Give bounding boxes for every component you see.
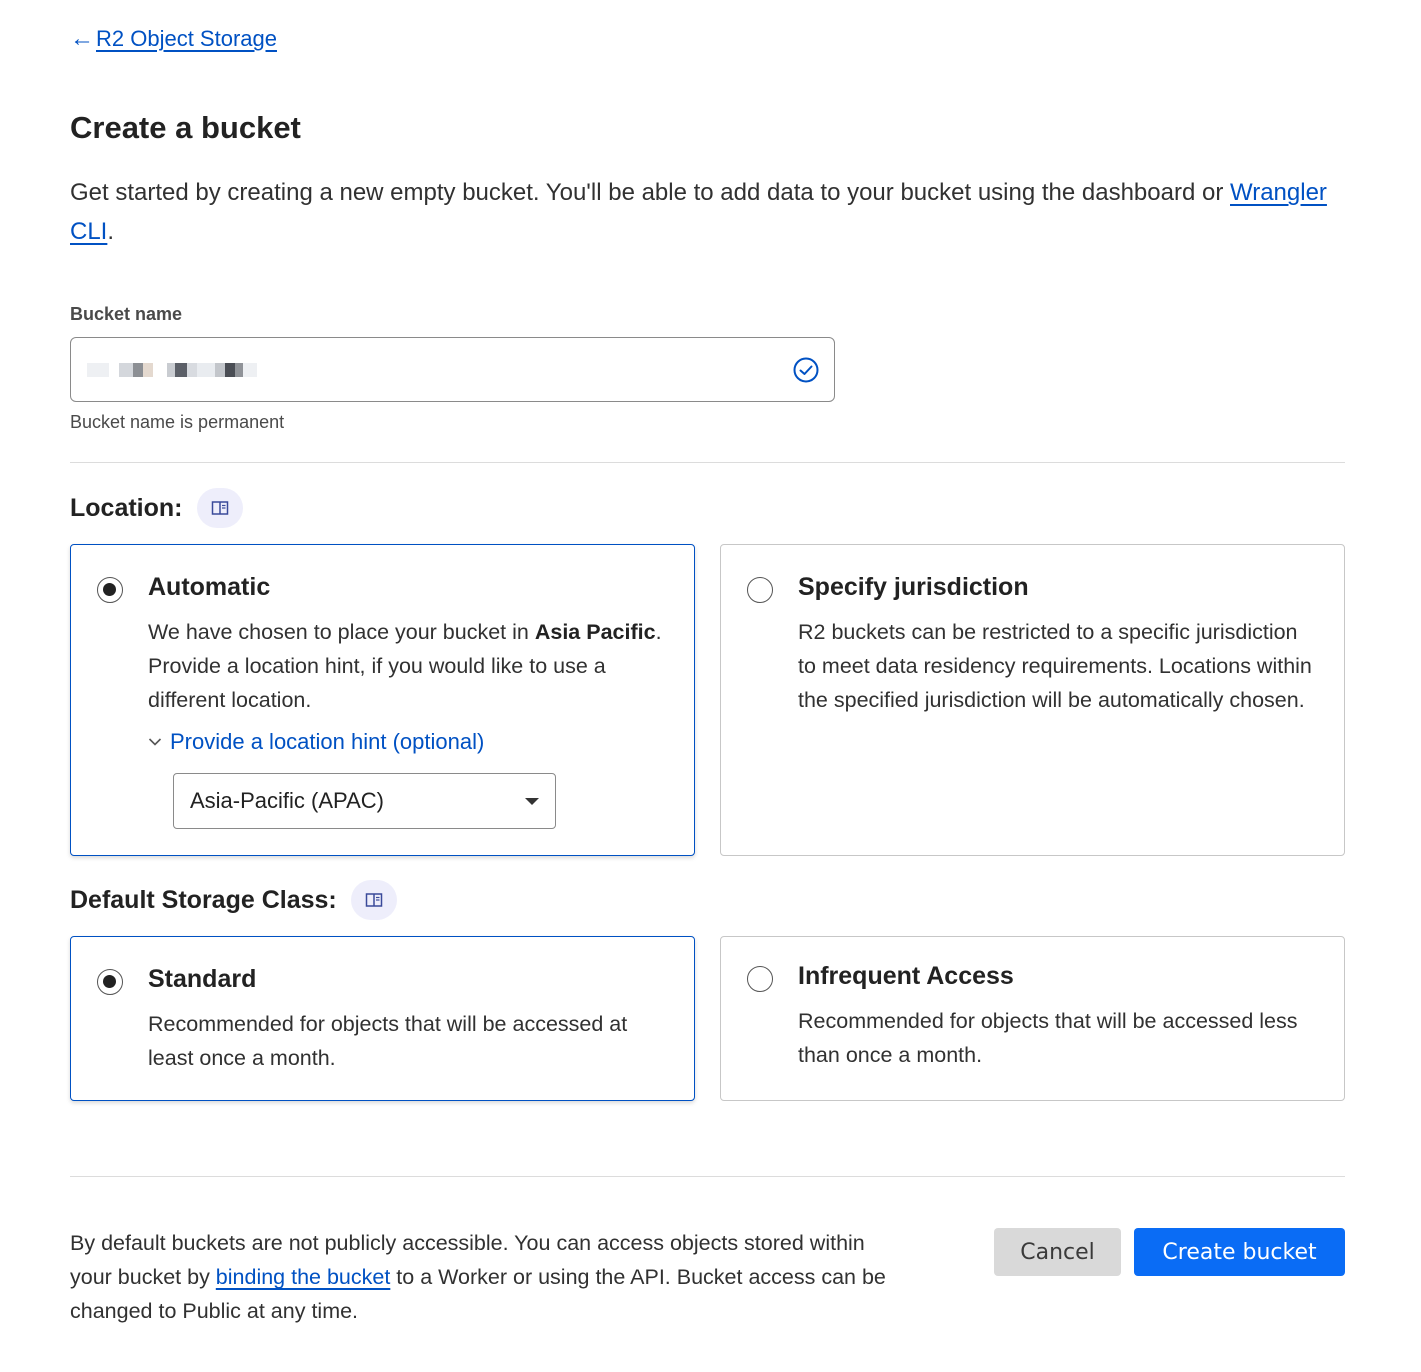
standard-title: Standard xyxy=(148,965,257,993)
access-notice-start: By default buckets are not publicly accessible. You can access objects stored within your bucket by xyxy=(70,1231,865,1289)
automatic-region: Asia Pacific xyxy=(534,620,656,644)
wrangler-cli-link[interactable]: Wrangler CLI xyxy=(70,179,1327,245)
page-title: Create a bucket xyxy=(70,110,301,145)
caret-down-icon xyxy=(525,798,539,805)
location-hint-select[interactable] xyxy=(173,773,556,829)
bucket-name-helper: Bucket name is permanent xyxy=(70,412,285,432)
book-icon[interactable] xyxy=(351,880,397,920)
infrequent-description: Recommended for objects that will be accessed less than once a month. xyxy=(798,1009,1298,1067)
create-bucket-button[interactable]: Create bucket xyxy=(1134,1228,1345,1276)
jurisdiction-description: R2 buckets can be restricted to a specific jurisdiction to meet data residency requirements. Locations within the specified jurisdiction will be automatically chosen. xyxy=(798,620,1312,712)
location-hint-toggle[interactable] xyxy=(148,729,484,755)
intro-text-end: . xyxy=(107,218,115,245)
intro-text xyxy=(70,173,1360,251)
binding-the-bucket-link[interactable]: binding the bucket xyxy=(215,1265,391,1289)
access-notice xyxy=(70,1226,890,1328)
storage-class-label-text: Default Storage Class: xyxy=(70,885,337,914)
arrow-left-icon: ← xyxy=(70,25,94,52)
automatic-description-end: . Provide a location hint, if you would like to use a different location. xyxy=(148,620,662,712)
storage-standard-card[interactable] xyxy=(70,936,695,1101)
location-label-text: Location: xyxy=(70,493,183,522)
bucket-name-label: Bucket name xyxy=(70,304,183,324)
radio-infrequent[interactable] xyxy=(747,966,773,992)
jurisdiction-title: Specify jurisdiction xyxy=(798,573,1029,601)
automatic-description-start: We have chosen to place your bucket in xyxy=(148,620,535,644)
storage-class-section-label xyxy=(70,880,397,920)
back-link[interactable] xyxy=(70,26,277,52)
access-notice-end: to a Worker or using the API. Bucket access can be changed to Public at any time. xyxy=(70,1265,886,1323)
location-hint-label: Provide a location hint (optional) xyxy=(170,729,485,754)
bucket-name-value xyxy=(87,360,257,380)
cancel-button[interactable]: Cancel xyxy=(994,1228,1121,1276)
standard-description: Recommended for objects that will be accessed at least once a month. xyxy=(148,1012,628,1070)
divider xyxy=(70,462,1345,463)
infrequent-title: Infrequent Access xyxy=(798,962,1014,990)
chevron-down-icon xyxy=(148,737,162,747)
automatic-description xyxy=(148,615,678,717)
storage-infrequent-card[interactable] xyxy=(720,936,1345,1101)
intro-text-body: Get started by creating a new empty bucket. You'll be able to add data to your bucket using the dashboard or xyxy=(70,179,1224,206)
bucket-name-input[interactable] xyxy=(70,337,835,402)
location-automatic-card[interactable] xyxy=(70,544,695,856)
radio-automatic[interactable] xyxy=(97,577,123,603)
check-circle-icon xyxy=(792,356,820,384)
radio-standard[interactable] xyxy=(97,969,123,995)
automatic-title: Automatic xyxy=(148,573,271,601)
location-section-label xyxy=(70,488,243,528)
book-icon[interactable] xyxy=(197,488,243,528)
radio-jurisdiction[interactable] xyxy=(747,577,773,603)
location-hint-value: Asia-Pacific (APAC) xyxy=(190,788,384,813)
divider xyxy=(70,1176,1345,1177)
back-link-label[interactable]: R2 Object Storage xyxy=(96,26,277,51)
location-jurisdiction-card[interactable] xyxy=(720,544,1345,856)
